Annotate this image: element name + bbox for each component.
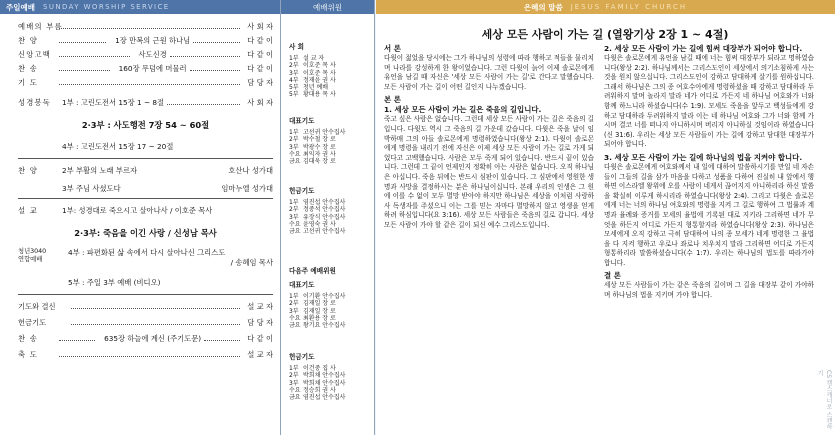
roster-row — [289, 144, 369, 151]
roster-row — [289, 322, 369, 329]
conclusion-text: 세상 모든 사람들이 가는 같은 죽음의 길이며 그 길을 대장부 같이 가야하며 하나님의 법을 지키며 가야 합니다. — [604, 281, 814, 300]
roster-person: 염진섭 안수집사 — [303, 199, 346, 207]
leader-dots — [71, 308, 240, 309]
order-divider — [18, 158, 273, 159]
leader-dots — [59, 28, 240, 29]
roster-person: 박희채 안수집사 — [303, 379, 346, 387]
committee-title: 예배위원 — [313, 2, 342, 12]
roster-person: 왕기요 안수집사 — [303, 322, 346, 330]
roster-person: 박희채 안수집사 — [303, 372, 346, 380]
sermon-header-title: 은혜의 말씀 — [523, 2, 563, 12]
leader-dots — [59, 340, 95, 341]
roster-service: 수요 — [289, 220, 301, 228]
sermon-column-left — [384, 44, 594, 231]
roster-service: 수요 — [289, 150, 301, 158]
leader-dots — [59, 42, 106, 43]
roster-service: 1부 — [289, 55, 299, 63]
committee-header — [281, 0, 374, 14]
point2-text: 다윗은 솔로몬에게 유언을 남길 때에 너는 힘써 대장부가 되라고 명하였습니다(왕상 2:2). 하나님께서는 그리스도인이 세상에서 의기소침하게 사는 것을 원치 않으십니다. 그리스도인이 강하고 담대하게 살기를 원하십니다. 그래서 하나님은 그의 종 여호수아에게 명령하셨을 때 강하고 담대하라 두려워하지 말며 놀라지 말라 네가 어디로 가든지 네 하나님 여호와가 너와 함께 하느니라 하셨습니다(수 1:9). 모세도 죽음을 앞두고 백성들에게 강하고 담대하라 두려워하지 말라 이는 네 하나님 여호와 그가 너와 함께 가시며 결코 너를 떠나지 아니하시며 버리지 아니하실 것임이라 하였습니다(신 31:6). 우리는 세상 모든 사람들이 가는 길에 강하고 담대한 대장부가 되어야 합니다. — [604, 54, 814, 149]
next-week-heading: 다음주 예배위원 — [289, 267, 336, 275]
roster-service: 3부 — [289, 143, 299, 151]
roster-person: 유장식 안수집사 — [303, 213, 346, 221]
order-row-choir2: 3부 주님 사셨도다 임마누엘 성가대 — [62, 184, 273, 193]
roster-person: 최환용 장 로 — [303, 314, 336, 322]
order-row-sermon23: 2·3부: 죽음을 이긴 사랑 / 신성남 목사 — [74, 228, 217, 238]
roster-service: 금요 — [289, 228, 301, 236]
leader-dots — [59, 356, 240, 357]
roster-person: 정재윤 권 사 — [303, 76, 336, 84]
roster-row — [289, 315, 369, 322]
roster-person: 김재일 장 로 — [303, 307, 336, 315]
order-row-hymn2: 찬 송 160장 무덤에 머물러 다 같 이 — [18, 64, 273, 73]
sermon-panel — [376, 0, 835, 435]
leader-dots — [204, 340, 240, 341]
roster-person: 염진섭 안수집사 — [303, 394, 346, 402]
leader-dots — [167, 104, 240, 105]
order-row-prayer: 기 도 담 당 자 — [18, 78, 273, 87]
leader-dots — [59, 84, 240, 85]
roster-row — [289, 158, 369, 165]
roster-person: 고선귀 안수집사 — [303, 228, 346, 236]
point3-heading: 3. 세상 모든 사람이 가는 길에 하나님의 법을 지켜야 합니다. — [604, 152, 803, 162]
roster-block: 대표기도 1부 이기환 안수집사 2부 김재일 장 로 3부 김재일 장 로 수요 최환용 장 로 금요 왕기요 안수집사 — [289, 282, 369, 329]
roster-service: 금요 — [289, 394, 301, 402]
roster-person: 설 교 자 — [303, 55, 325, 63]
roster-service: 금요 — [289, 158, 301, 166]
roster-row — [289, 387, 369, 394]
roster-service: 3부 — [289, 379, 299, 387]
roster-person: 박광수 장 로 — [303, 143, 336, 151]
leader-dots — [170, 56, 241, 57]
roster-service: 3부 — [289, 69, 299, 77]
roster-person: 최익자 권 사 — [303, 150, 336, 158]
committee-panel — [281, 0, 375, 435]
roster-row — [289, 380, 369, 387]
order-row-offering: 헌금기도 담 당 자 — [18, 318, 273, 327]
intro-heading: 서 론 — [384, 44, 401, 53]
roster-row — [289, 77, 369, 84]
leader-dots — [59, 56, 130, 57]
order-row-hymn3: 찬 송 635장 하늘에 계신 (주기도문) 다 같 이 — [18, 334, 273, 343]
order-row-creed: 신앙고백 사도신경 다 같 이 — [18, 50, 273, 59]
order-row-reading1: 성경봉독 1부 : 고린도전서 15장 1 ~ 8절 사 회 자 — [18, 98, 273, 107]
roster-row — [289, 62, 369, 69]
roster-service: 5부 — [289, 84, 299, 92]
roster-person: 윤영숙 권 사 — [303, 220, 336, 228]
roster-service: 1부 — [289, 365, 299, 373]
worship-order-subtitle: SUNDAY WORSHIP SERVICE — [42, 3, 170, 11]
point1-text: 죽고 싶은 사람은 없습니다. 그런데 세상 모든 사람이 가는 길은 죽음의 길입니다. 다윗도 역시 그 죽음의 길 가운데 갔습니다. 다윗은 죽을 날이 임박하매 그의 아들 솔로몬에게 명령하였습니다(왕상 2:1). 다윗이 솔로몬에게 명령을 내리기 전에 자신은 이제 세상 모든 사람이 가는 길로 가게 되었다고 고백했습니다. 사람은 모두 죽게 되어 있습니다. 반드시 끝이 있습니다. 그런데 그 끝이 언제인지 정확히 아는 사람은 없습니다. 오직 하나님은 아십니다. 죽음 뒤에는 반드시 심판이 있습니다. 그 심판에서 영원한 생명과 사망을 결정하시는 분은 하나님이십니다. 본래 우리의 인생은 그 원에 이를 수 없이 모두 멸망 받아야 하지만 하나님은 세상을 이처럼 사랑하사 독생자를 주셨으니 이는 그를 믿는 자마다 멸망하지 않고 영생을 얻게 하려 하심입니다(요 3:16). 세상 모든 사람들은 죽음의 길로 갑니다. 세상 모든 사람이 가야 할 같은 길이 되신 예수 그리스도입니다. — [384, 115, 594, 229]
roster-person: 이기환 안수집사 — [303, 293, 346, 301]
roster-person: 황대용 목 사 — [303, 91, 336, 99]
roster-service: 2부 — [289, 372, 299, 380]
roster-service: 2부 — [289, 206, 299, 214]
body-heading: 본 론 — [384, 95, 401, 105]
roster-person: 박수철 장 로 — [303, 136, 336, 144]
leader-dots — [71, 324, 240, 325]
roster-service: 2부 — [289, 136, 299, 144]
roster-service: 1부 — [289, 293, 299, 301]
order-row-service5: 5부 : 주일 3부 예배 (비디오) — [68, 278, 161, 287]
roster-service: 1부 — [289, 199, 299, 207]
roster-person: 이호준 목 사 — [303, 62, 336, 70]
sermon-header-subtitle: JESUS FAMILY CHURCH — [570, 3, 688, 11]
roster-row — [289, 394, 369, 401]
scanner-watermark: CS 캠스캐너로 스캔하기 — [816, 370, 832, 430]
order-row-reading4: 4부 : 고린도전서 15장 17 ~ 20절 — [62, 142, 174, 151]
roster-row — [289, 214, 369, 221]
roster-row — [289, 151, 369, 158]
order-row-choir1: 찬 양 2부 부활의 노래 부르자 호산나 성가대 — [18, 166, 273, 175]
roster-person: 이건중 집 사 — [303, 365, 336, 373]
roster-service: 3부 — [289, 307, 299, 315]
roster-person: 정승희 권 사 — [303, 386, 336, 394]
roster-row — [289, 91, 369, 98]
roster-block: 대표기도 1부 고선귀 안수집사 2부 박수철 장 로 3부 박광수 장 로 수요 최익자 권 사 금요 김대욱 장 로 — [289, 118, 369, 165]
roster-service: 2부 — [289, 62, 299, 70]
roster-service: 수요 — [289, 314, 301, 322]
roster-block: 헌금기도 1부 이건중 집 사 2부 박희채 안수집사 3부 박희채 안수집사 수요 정승희 권 사 금요 염진섭 안수집사 — [289, 354, 369, 401]
leader-dots — [190, 70, 241, 71]
worship-order-header — [0, 0, 280, 14]
roster-service: 5부 — [289, 91, 299, 99]
order-row-reading23: 2·3부 : 사도행전 7장 54 ~ 60절 — [81, 120, 210, 130]
roster-person: 김재일 장 로 — [303, 300, 336, 308]
point2-heading: 2. 세상 모든 사람이 가는 길에 힘써 대장부가 되어야 합니다. — [604, 44, 803, 53]
roster-row — [289, 300, 369, 307]
roster-service: 금요 — [289, 322, 301, 330]
leader-dots — [193, 42, 240, 43]
order-row-sermon1: 설 교 1부: 성경대로 죽으시고 살아나사 / 이호준 목사 — [18, 206, 213, 215]
roster-service: 2부 — [289, 300, 299, 308]
order-divider — [18, 294, 273, 295]
roster-row — [289, 308, 369, 315]
order-row-benediction: 축 도 설 교 자 — [18, 350, 273, 359]
roster-service: 3부 — [289, 213, 299, 221]
roster-block: 헌금기도 1부 염진섭 안수집사 2부 정중석 안수집사 3부 유장식 안수집사 수요 윤영숙 권 사 금요 고선귀 안수집사 — [289, 188, 369, 235]
roster-person: 이호준 목 사 — [303, 69, 336, 77]
order-row-bless: 기도와 결신 설 교 자 — [18, 302, 273, 311]
worship-order-panel — [0, 0, 281, 435]
sermon-header — [376, 0, 835, 14]
order-divider — [18, 198, 273, 199]
roster-row — [289, 136, 369, 143]
roster-service: 수요 — [289, 386, 301, 394]
roster-person: 정중석 안수집사 — [303, 206, 346, 214]
order-row-hymn1: 찬 양 1장 만복의 근원 하나님 다 같 이 — [18, 36, 273, 45]
roster-row — [289, 206, 369, 213]
roster-person: 김대욱 장 로 — [303, 158, 336, 166]
roster-service: 4부 — [289, 76, 299, 84]
order-row-youth: 청년3040 연합예배 4부 : 파편화된 삶 속에서 다시 살아나신 그리스도 / 송혜임 목사 — [18, 248, 273, 267]
order-row-preface: 예배의 부름 사 회 자 — [18, 22, 273, 31]
point3-text: 다윗은 솔로몬에게 여호와께서 내 일에 대하여 말씀하시기를 만일 네 자손들이 그들의 길을 삼가 마음을 다하고 성품을 다하여 진실히 내 앞에서 행하면 이스라엘 왕위에 오를 사람이 네게서 끊어지지 아니하리라 하신 말씀을 확실히 이루게 하시리라 하였습니다(왕상 2:4). 그리고 다윗은 솔로몬에게 너는 너의 하나님 여호와의 명령을 지켜 그 길로 행하여 그 법률과 계명과 율례와 증거를 모세의 율법에 기록된 대로 지키라 그리하면 네가 무엇을 하든지 어디로 가든지 형통할지라 하였습니다(왕상 2:3). 하나님은 모세에게 오직 강하고 극히 담대하여 나의 종 모세가 네게 명령한 그 율법을 다 지켜 행하고 우로나 좌로나 치우치지 말라 그리하면 어디로 가든지 형통하리라 말씀하셨습니다(수 1:7). 우리는 하나님의 법도를 따라가야 합니다. — [604, 162, 814, 267]
roster-person: 청년 예배 — [303, 84, 329, 92]
worship-order-title: 주일예배 — [6, 2, 35, 12]
leader-dots — [59, 70, 110, 71]
roster-service: 1부 — [289, 129, 299, 137]
conclusion-heading: 결 론 — [604, 271, 621, 281]
sermon-title: 세상 모든 사람이 가는 길 (열왕기상 2장 1 ~ 4절) — [481, 28, 729, 41]
point1-heading: 1. 세상 모든 사람이 가는 길은 죽음의 길입니다. — [384, 105, 542, 115]
roster-row — [289, 372, 369, 379]
intro-text: 다윗이 젊었을 당시에는 그가 하나님의 성령에 따라 행하고 적들을 물리치며 나라를 강성하게 한 왕이었습니다. 그런 다윗이 늙어 이제 솔로몬에게 유언을 남길 때 자신은 '세상 모든 사람이 가는 길'로 간다고 말했습니다. 모든 사람이 가는 길이 어떤 길인지 나누겠습니다. — [384, 54, 594, 91]
roster-block: 사 회 1부 설 교 자 2부 이호준 목 사 3부 이호준 목 사 4부 정재윤 권 사 5부 청년 예배 5부 황대용 목 사 — [289, 44, 369, 98]
roster-row — [289, 228, 369, 235]
roster-row — [289, 221, 369, 228]
sermon-column-right — [604, 44, 814, 301]
roster-person: 고선귀 안수집사 — [303, 129, 346, 137]
roster-row — [289, 70, 369, 77]
